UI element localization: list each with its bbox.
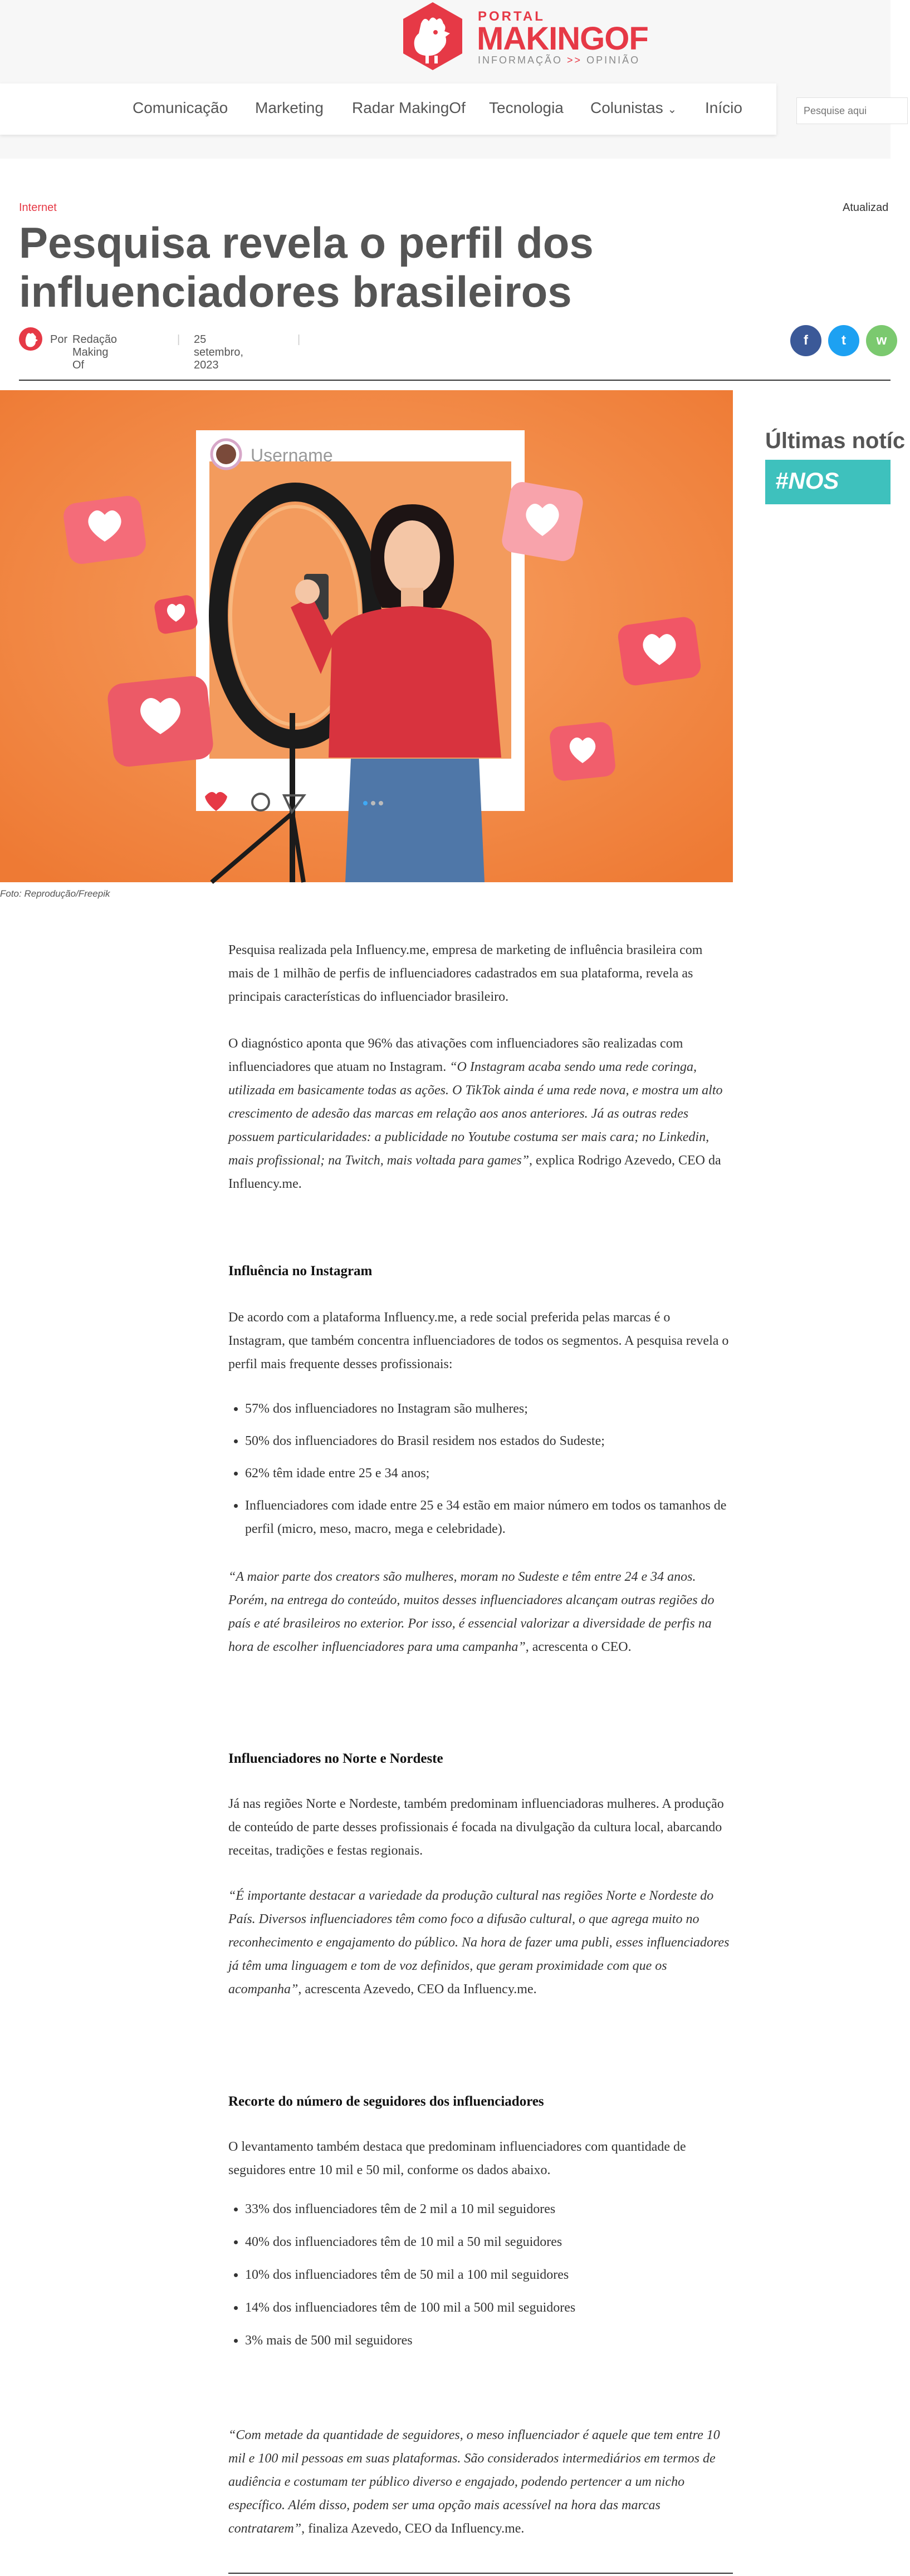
quote-text: “É importante destacar a variedade da produção cultural nas regiões Norte e Nordeste do País. Diversos influenciadores têm como foco a difusão cultural, o que agrega muito no reconhecimento e engajamento do público. Na hora de fazer uma publi, esses influenciadores já têm uma linguagem e tom de voz definidos, que geram proximidade com que os acompanha” [228,1889,730,1997]
article-paragraph [228,2135,730,2182]
paragraph-text: , acrescenta Azevedo, CEO da Influency.me. [298,1982,537,1997]
image-caption: Foto: Reprodução/Freepik [0,888,110,899]
nav-item-colunistas[interactable] [590,99,677,117]
logo-tag-right: OPINIÃO [586,55,640,66]
title-divider [19,380,891,381]
by-label: Por [50,333,68,346]
nav-item-radar-makingof[interactable]: Radar MakingOf [352,99,466,116]
nav-item-marketing[interactable]: Marketing [255,99,324,116]
featured-image [0,390,733,882]
section-heading: Influência no Instagram [228,1264,373,1279]
list-item: • 3% mais de 500 mil seguidores [245,2329,730,2352]
whatsapp-share-button[interactable] [866,325,897,356]
heart-bubble-icon [549,721,617,781]
main-nav [0,83,776,135]
quote-text: “Com metade da quantidade de seguidores, o meso influenciador é aquele que tem entre 10 mil e 100 mil pessoas em suas plataformas. São considerados intermediários em termos de audiência e costumam ter público diverso e engajado, podendo pertencer a um nicho específico. Além disso, podem ser uma opção mais acessível na hora das marcas contratarem” [228,2428,720,2536]
article-paragraph [228,1565,730,1659]
whatsapp-icon: w [876,333,887,348]
chevron-down-icon: ⌄ [667,104,677,116]
list-item: • 14% dos influenciadores têm de 100 mil a 500 mil seguidores [245,2296,730,2319]
article-paragraph [228,938,730,1009]
sidebar-news-thumbnail[interactable] [765,460,891,504]
article-paragraph [228,1306,730,1376]
article-paragraph [228,1792,730,1862]
twitter-icon: t [841,333,846,348]
meta-divider: | [297,333,301,346]
list-item: • 33% dos influenciadores têm de 2 mil a 10 mil seguidores [245,2198,730,2221]
facebook-icon: f [804,333,808,348]
site-logo[interactable] [397,0,648,78]
followers-list [228,2198,730,2362]
heart-bubble-icon [62,494,148,566]
logo-tagline [478,55,640,66]
quote-text: “O Instagram acaba sendo uma rede coringa, utilizada em basicamente todas as ações. O TikTok ainda é uma rede nova, e mostra um alto crescimento de adesão das marcas em relação aos anos anteriores. Já as outras redes possuem particularidades: a publicidade no Youtube costuma ser mais cara; no Linkedin, mais profissional; na Twitch, mais voltada para games” [228,1060,723,1168]
logo-tag-left: INFORMAÇÃO [478,55,563,66]
list-item: • 40% dos influenciadores têm de 10 mil a 50 mil seguidores [245,2230,730,2254]
paragraph-text: Pesquisa realizada pela Influency.me, empresa de marketing de influência brasileira com mais de 1 milhão de perfis de influenciadores cadastrados em sua plataforma, revela as principais características do influenciador brasileiro. [228,943,703,1004]
logo-tag-arrows: >> [567,55,583,66]
paragraph-text: , acrescenta o CEO. [525,1640,632,1654]
paragraph-text: Já nas regiões Norte e Nordeste, também predominam influenciadoras mulheres. A produção de conteúdo de parte desses profissionais é focada na divulgação da cultura local, abarcando receitas, tradições e festas regionais. [228,1797,724,1858]
meta-divider: | [177,333,180,346]
article-paragraph [228,1032,730,1196]
list-item: • 62% têm idade entre 25 e 34 anos; [245,1462,730,1485]
facebook-share-button[interactable] [790,325,821,356]
article-paragraph [228,1884,730,2001]
list-item: • 57% dos influenciadores no Instagram são mulheres; [245,1397,730,1420]
heart-bubble-icon [500,480,585,563]
list-item: • 10% dos influenciadores têm de 50 mil a 100 mil seguidores [245,2263,730,2287]
rooster-avatar-icon [19,327,42,351]
influencer-illustration [0,390,733,882]
section-heading: Recorte do número de seguidores dos influenciadores [228,2094,544,2109]
paragraph-text: , finaliza Azevedo, CEO da Influency.me. [301,2521,525,2536]
author-avatar[interactable] [19,327,42,351]
logo-brand-text: MAKINGOF [477,21,648,57]
updated-label: Atualizad [843,201,889,214]
twitter-share-button[interactable] [828,325,859,356]
stats-list [228,1397,730,1550]
list-item: • Influenciadores com idade entre 25 e 34 estão em maior número em todos os tamanhos de perfil (micro, meso, macro, mega e celebridade). [245,1494,730,1541]
article-end-divider [228,2573,733,2574]
sidebar-latest-news-title: Últimas notíc [765,429,906,453]
image-username: Username [251,445,333,465]
heart-bubble-icon [153,594,199,635]
list-item: • 50% dos influenciadores do Brasil residem nos estados do Sudeste; [245,1429,730,1453]
nav-item-tecnologia[interactable]: Tecnologia [489,99,564,116]
rooster-logo-icon [397,0,469,72]
section-heading: Influenciadores no Norte e Nordeste [228,1751,443,1766]
nav-item-comunicacao[interactable]: Comunicação [133,99,228,116]
paragraph-text: De acordo com a plataforma Influency.me, a rede social preferida pelas marcas é o Instagram, que também concentra influenciadores de todos os segmentos. A pesquisa revela o perfil mais frequente desses profissionais: [228,1310,729,1371]
author-link[interactable]: Redação Making Of [72,333,118,371]
nav-item-inicio[interactable]: Início [705,99,742,116]
article-title: Pesquisa revela o perfil dos influenciadores brasileiros [19,218,594,316]
article-category[interactable]: Internet [19,201,57,214]
paragraph-text: O levantamento também destaca que predominam influenciadores com quantidade de seguidores entre 10 mil e 50 mil, conforme os dados abaixo. [228,2140,686,2177]
article-paragraph [228,2423,735,2540]
paragraph-text: O diagnóstico aponta que 96% das ativações com influenciadores são realizadas com influenciadores que atuam no Instagram. [228,1036,683,1074]
quote-text: “A maior parte dos creators são mulheres, moram no Sudeste e têm entre 24 e 34 anos. Porém, na entrega do conteúdo, muitos desses influenciadores alcançam outras regiões do país e até brasileiros no exterior. Por isso, é essencial valorizar a diversidade de perfis na hora de escolher influenciadores para uma campanha” [228,1570,715,1654]
article-date: 25 setembro, 2023 [194,333,243,371]
heart-bubble-icon [617,616,702,687]
paragraph-text: , explica Rodrigo Azevedo, CEO da Influency.me. [228,1153,721,1191]
heart-bubble-icon [106,675,215,768]
search-input[interactable] [796,97,908,124]
nav-item-colunistas-label: Colunistas [590,99,663,116]
logo-portal-text: PORTAL [478,9,545,24]
sidebar-thumb-text: #NOS [775,468,839,494]
